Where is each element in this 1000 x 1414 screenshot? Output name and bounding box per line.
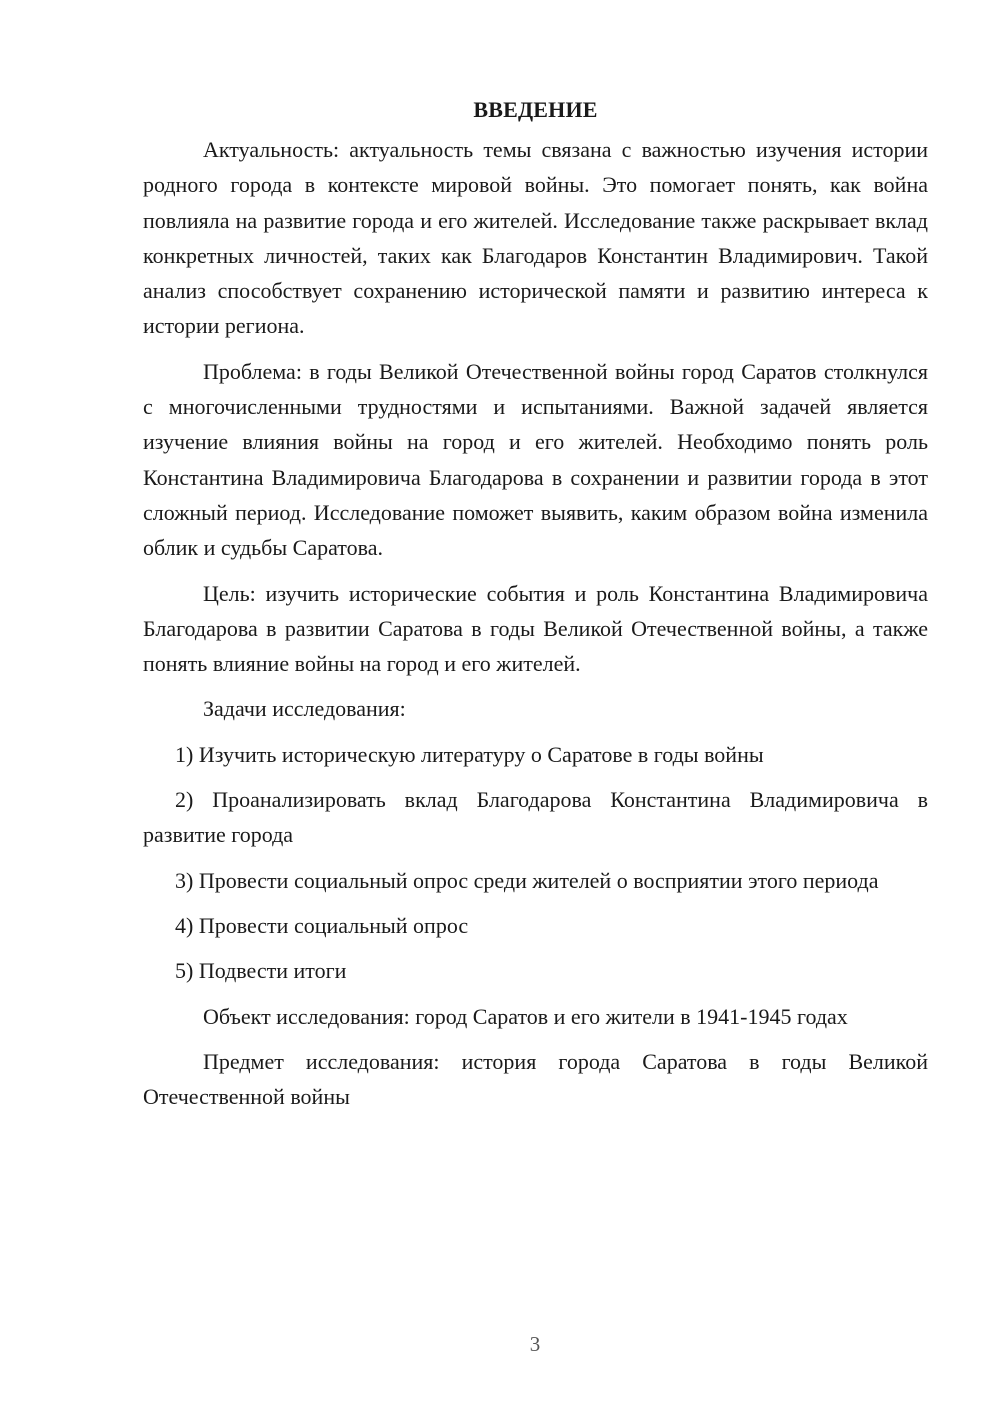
- page-number: 3: [529, 1332, 541, 1356]
- tasks-heading: Задачи исследования:: [203, 696, 406, 722]
- task-item-5: 5) Подвести итоги: [175, 958, 347, 984]
- task-item-3: 3) Провести социальный опрос среди жителей о восприятии этого периода: [175, 867, 879, 893]
- problem-paragraph: Проблема: в годы Великой Отечественной войны город Саратов столкнулся с многочисленными трудностями и испытаниями. Важной задачей является изучение влияния войны на город и его жителей. Необходимо понять роль Константина Владимировича Благодарова в сохранении и развитии города в этот сложный период. Исследование поможет выявить, каким образом война изменила облик и судьбы Саратова.: [143, 358, 928, 561]
- object-paragraph: Объект исследования: город Саратов и его жители в 1941-1945 годах: [203, 1003, 848, 1029]
- relevance-paragraph: Актуальность: актуальность темы связана с важностью изучения истории родного города в контексте мировой войны. Это помогает понять, как война повлияла на развитие города и его жителей. Исследование также раскрывает вклад конкретных личностей, таких как Благодаров Константин Владимирович. Такой анализ способствует сохранению исторической памяти и развитию интереса к истории региона.: [143, 137, 928, 339]
- task-item-2: 2) Проанализировать вклад Благодарова Константина Владимировича в развитие города: [143, 787, 928, 848]
- document-page: [143, 88, 928, 1124]
- task-item-1: 1) Изучить историческую литературу о Саратове в годы войны: [175, 741, 764, 767]
- section-title: ВВЕДЕНИЕ: [473, 97, 598, 122]
- goal-paragraph: Цель: изучить исторические события и роль Константина Владимировича Благодарова в развитии Саратова в годы Великой Отечественной войны, а также понять влияние войны на город и его жителей.: [143, 580, 928, 677]
- subject-paragraph: Предмет исследования: история города Саратова в годы Великой Отечественной войны: [143, 1048, 928, 1110]
- task-item-4: 4) Провести социальный опрос: [175, 912, 469, 938]
